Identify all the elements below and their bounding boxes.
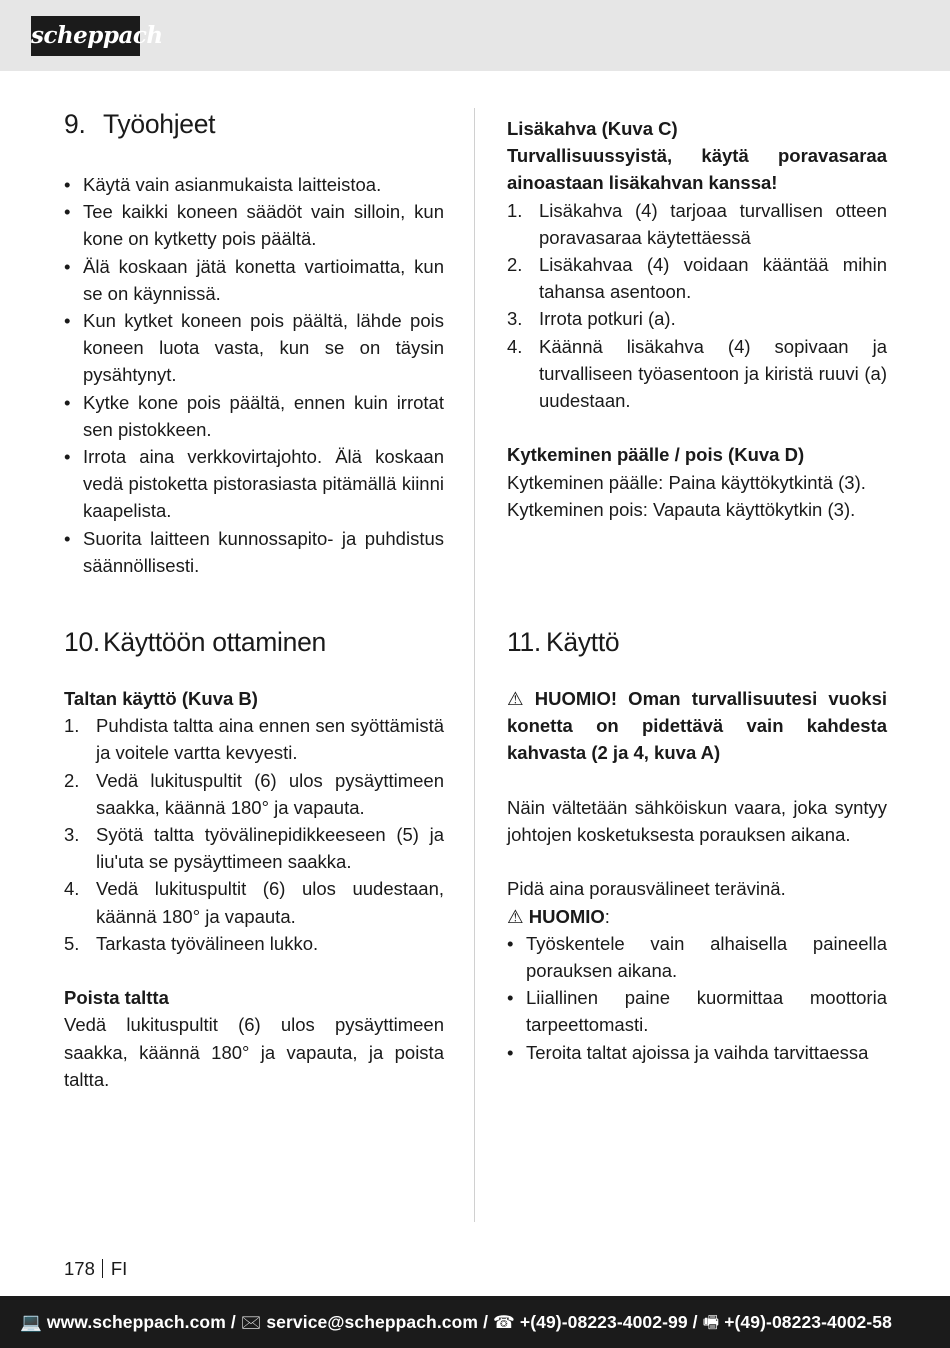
list-item: • Suorita laitteen kunnossapito- ja puhdistus säännöllisesti. — [64, 527, 444, 576]
page-header — [0, 0, 950, 71]
section-11-para2: Pidä aina porausvälineet terävinä. — [507, 878, 786, 900]
list-item: 4. Käännä lisäkahva (4) sopivaan ja turvalliseen työasentoon ja kiristä ruuvi (a) uudestaan. — [507, 335, 887, 412]
list-item: • Käytä vain asianmukaista laitteistoa. — [64, 174, 382, 195]
section-11-para1: Näin vältetään sähköiskun vaara, joka syntyy johtojen kosketuksesta porauksen aikana. — [507, 796, 887, 845]
kytkeminen-off: Kytkeminen pois: Vapauta käyttökytkin (3). — [507, 498, 856, 520]
list-item: 1. Lisäkahva (4) tarjoaa turvallisen otteen poravasaraa käytettäessä — [507, 199, 887, 248]
page-number-separator — [102, 1259, 103, 1278]
computer-icon: 💻 — [20, 1312, 42, 1332]
list-item: 3. Syötä taltta työvälinepidikkeeseen (5) ja liu'uta se pysäyttimeen saakka. — [64, 824, 444, 873]
lisakahva-steps — [507, 197, 887, 415]
note-list — [507, 930, 887, 1066]
section-title: Käyttöön ottaminen — [103, 627, 326, 657]
scheppach-logo: scheppach — [31, 16, 140, 56]
section-9 — [64, 108, 444, 579]
section-11-heading — [507, 626, 887, 658]
list-item: 2. Lisäkahvaa (4) voidaan kääntää mihin tahansa asentoon. — [507, 254, 887, 303]
section-title: Käyttö — [546, 627, 620, 657]
section-11-warning: ⚠ HUOMIO! Oman turvallisuutesi vuoksi konetta on pidettävä vain kahdesta kahvasta (2 ja 4, kuva A) — [507, 685, 887, 767]
kytkeminen-heading: Kytkeminen päälle / pois (Kuva D) — [507, 444, 805, 466]
section-10 — [64, 626, 444, 1093]
list-item: • Irrota aina verkkovirtajohto. Älä koskaan vedä pistoketta pistorasiasta pitämällä kiinni kaapelista. — [64, 446, 444, 522]
fax-number: +(49)-08223-4002-58 — [724, 1312, 892, 1332]
lisakahva-warning: Turvallisuussyistä, käytä poravasaraa ainoastaan lisäkahvan kanssa! — [507, 145, 887, 194]
list-item: • Teroita taltat ajoissa ja vaihda tarvittaessa — [507, 1041, 869, 1063]
section-9-heading — [64, 108, 444, 140]
section-number: 9. — [64, 109, 86, 139]
list-item: 1. Puhdista taltta aina ennen sen syöttämistä ja voitele vartta kevyesti. — [64, 715, 444, 764]
list-item: • Kun kytket koneen pois päältä, lähde pois koneen luota vasta, kun se on täysin pysähtynyt. — [64, 310, 444, 386]
note-line: ⚠ HUOMIO: — [507, 903, 887, 930]
instructions-list — [64, 171, 444, 579]
list-item: • Liiallinen paine kuormittaa moottoria tarpeettomasti. — [507, 987, 887, 1036]
list-item: 3. Irrota potkuri (a). — [507, 308, 676, 330]
mail-icon: 🖂 — [240, 1312, 262, 1332]
section-11 — [507, 626, 887, 1066]
lisakahva-heading: Lisäkahva (Kuva C) — [507, 118, 678, 139]
poista-heading: Poista taltta — [64, 987, 169, 1009]
section-10-heading — [64, 626, 444, 658]
list-item: • Älä koskaan jätä konetta vartioimatta, kun se on käynnissä. — [64, 255, 444, 304]
warning-icon: ⚠ — [507, 905, 524, 927]
list-item: • Tee kaikki koneen säädöt vain silloin, kun kone on kytketty pois päältä. — [64, 201, 444, 250]
list-item: 5. Tarkasta työvälineen lukko. — [64, 932, 319, 954]
taltan-steps — [64, 712, 444, 957]
section-number: 10. — [64, 627, 100, 657]
list-item: • Työskentele vain alhaisella paineella porauksen aikana. — [507, 932, 887, 981]
page-footer: 💻 www.scheppach.com / 🖂 service@scheppach.com / ☎ +(49)-08223-4002-99 / 🖷 +(49)-08223-4002-58 — [0, 1296, 950, 1348]
warning-icon: ⚠ — [507, 688, 524, 709]
right-column-top — [507, 115, 887, 523]
page-number: 178 FI — [64, 1258, 128, 1279]
email-link[interactable]: service@scheppach.com — [266, 1312, 479, 1332]
column-divider — [474, 108, 475, 1222]
list-item: • Kytke kone pois päältä, ennen kuin irrotat sen pistokkeen. — [64, 391, 444, 440]
note-label: HUOMIO — [528, 905, 605, 927]
kytkeminen-on: Kytkeminen päälle: Paina käyttökytkintä (3). — [507, 471, 866, 493]
section-number: 11. — [507, 627, 541, 657]
website-link[interactable]: www.scheppach.com — [46, 1312, 226, 1332]
fax-icon: 🖷 — [702, 1312, 720, 1332]
section-title: Työohjeet — [103, 109, 216, 139]
list-item: 2. Vedä lukituspultit (6) ulos pysäyttimeen saakka, käännä 180° ja vapauta. — [64, 769, 444, 818]
poista-text: Vedä lukituspultit (6) ulos pysäyttimeen saakka, käännä 180° ja vapauta, ja poista taltta. — [64, 1014, 444, 1090]
taltan-heading: Taltan käyttö (Kuva B) — [64, 688, 258, 709]
phone-icon: ☎ — [493, 1312, 515, 1332]
list-item: 4. Vedä lukituspultit (6) ulos uudestaan, käännä 180° ja vapauta. — [64, 878, 444, 927]
phone-number[interactable]: +(49)-08223-4002-99 — [519, 1312, 688, 1332]
